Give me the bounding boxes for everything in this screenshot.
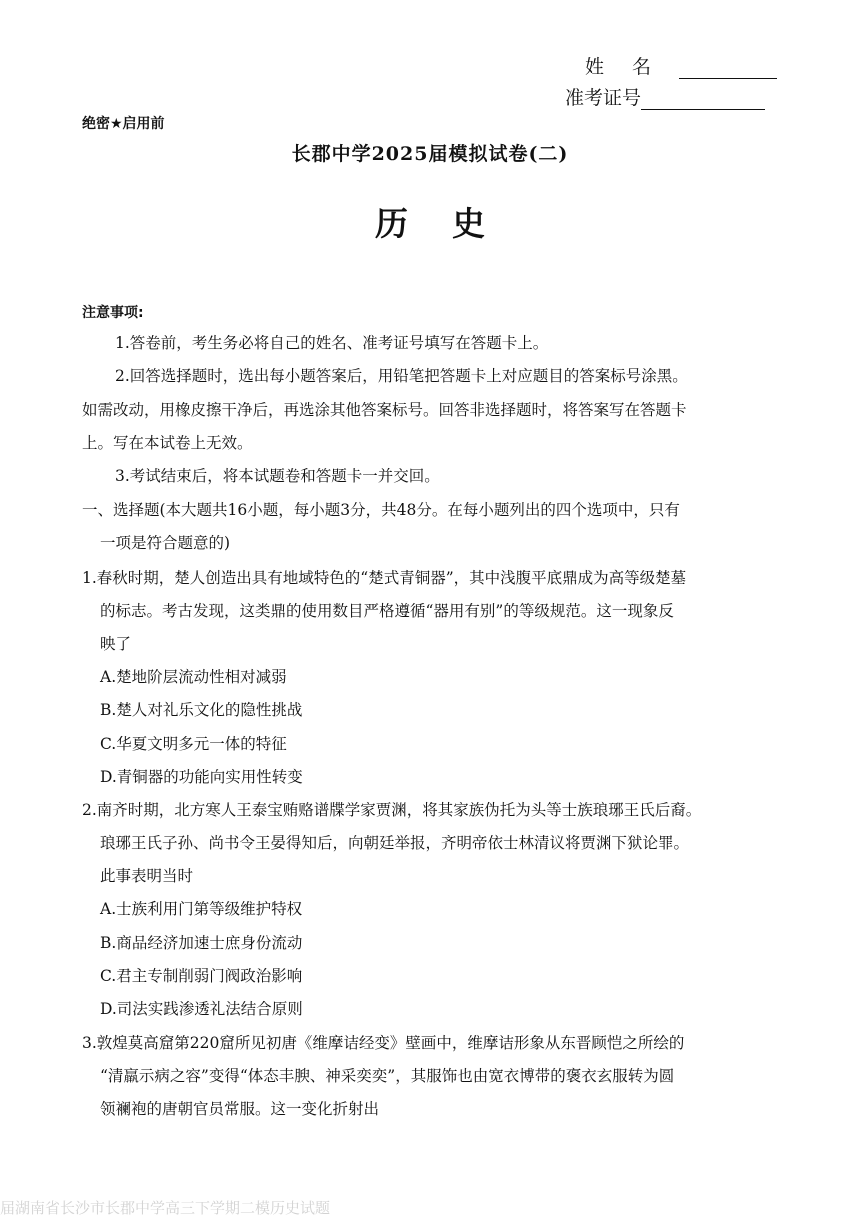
question-2-option-d: D.司法实践渗透礼法结合原则 [100, 1000, 303, 1018]
notice-item-3: 3.考试结束后，将本试题卷和答题卡一并交回。 [115, 467, 440, 485]
question-3-stem-line-2: “清羸示病之容”变得“体态丰腴、神采奕奕”，其服饰也由宽衣博带的褒衣玄服转为圆 [100, 1067, 675, 1085]
section-heading-line-2: 一项是符合题意的) [100, 534, 231, 552]
question-1-option-c: C.华夏文明多元一体的特征 [100, 735, 287, 753]
question-1-option-b: B.楚人对礼乐文化的隐性挑战 [100, 701, 303, 719]
question-2-option-b: B.商品经济加速士庶身份流动 [100, 934, 303, 952]
notice-item-2-line-1: 2.回答选择题时，选出每小题答案后，用铅笔把答题卡上对应题目的答案标号涂黑。 [115, 367, 688, 385]
question-3-stem-line-1: 3.敦煌莫高窟第220窟所见初唐《维摩诘经变》壁画中，维摩诘形象从东晋顾恺之所绘的 [82, 1034, 685, 1052]
question-3-stem-line-3: 领襕袍的唐朝官员常服。这一变化折射出 [100, 1100, 380, 1118]
question-1-stem-line-1: 1.春秋时期，楚人创造出具有地域特色的“楚式青铜器”，其中浅腹平底鼎成为高等级楚墓 [82, 569, 687, 587]
secret-mark: 绝密★启用前 [82, 116, 165, 132]
notice-item-1: 1.答卷前，考生务必将自己的姓名、准考证号填写在答题卡上。 [115, 334, 549, 352]
footer-watermark: 届湖南省长沙市长郡中学高三下学期二模历史试题 [0, 1199, 331, 1217]
question-1-stem-line-2: 的标志。考古发现，这类鼎的使用数目严格遵循“器用有别”的等级规范。这一现象反 [100, 602, 674, 620]
question-2-stem-line-3: 此事表明当时 [100, 867, 194, 885]
question-2-option-c: C.君主专制削弱门阀政治影响 [100, 967, 303, 985]
notice-heading: 注意事项: [82, 305, 144, 321]
exam-title: 长郡中学2025届模拟试卷(二) [291, 143, 569, 165]
question-2-stem-line-2: 琅琊王氏子孙、尚书令王晏得知后，向朝廷举报，齐明帝依士林清议将贾渊下狱论罪。 [100, 834, 690, 852]
notice-item-2-line-2: 如需改动，用橡皮擦干净后，再选涂其他答案标号。回答非选择题时，将答案写在答题卡 [82, 401, 687, 419]
name-blank-line [679, 78, 777, 79]
question-1-option-a: A.楚地阶层流动性相对减弱 [100, 668, 287, 686]
exam-id-label: 准考证号 [565, 87, 642, 109]
question-1-option-d: D.青铜器的功能向实用性转变 [100, 768, 303, 786]
question-2-option-a: A.士族利用门第等级维护特权 [100, 900, 303, 918]
section-heading-line-1: 一、选择题(本大题共16小题，每小题3分，共48分。在每小题列出的四个选项中，只有 [82, 501, 680, 519]
question-1-stem-line-3: 映了 [100, 635, 132, 653]
name-field [585, 52, 777, 79]
subject-title: 历史 [375, 204, 529, 243]
notice-item-2-line-3: 上。写在本试卷上无效。 [82, 434, 253, 452]
exam-id-blank-line [641, 109, 765, 110]
name-label: 姓名 [585, 56, 680, 78]
exam-id-field [565, 83, 765, 110]
question-2-stem-line-1: 2.南齐时期，北方寒人王泰宝贿赂谱牒学家贾渊，将其家族伪托为头等士族琅琊王氏后裔。 [82, 801, 702, 819]
